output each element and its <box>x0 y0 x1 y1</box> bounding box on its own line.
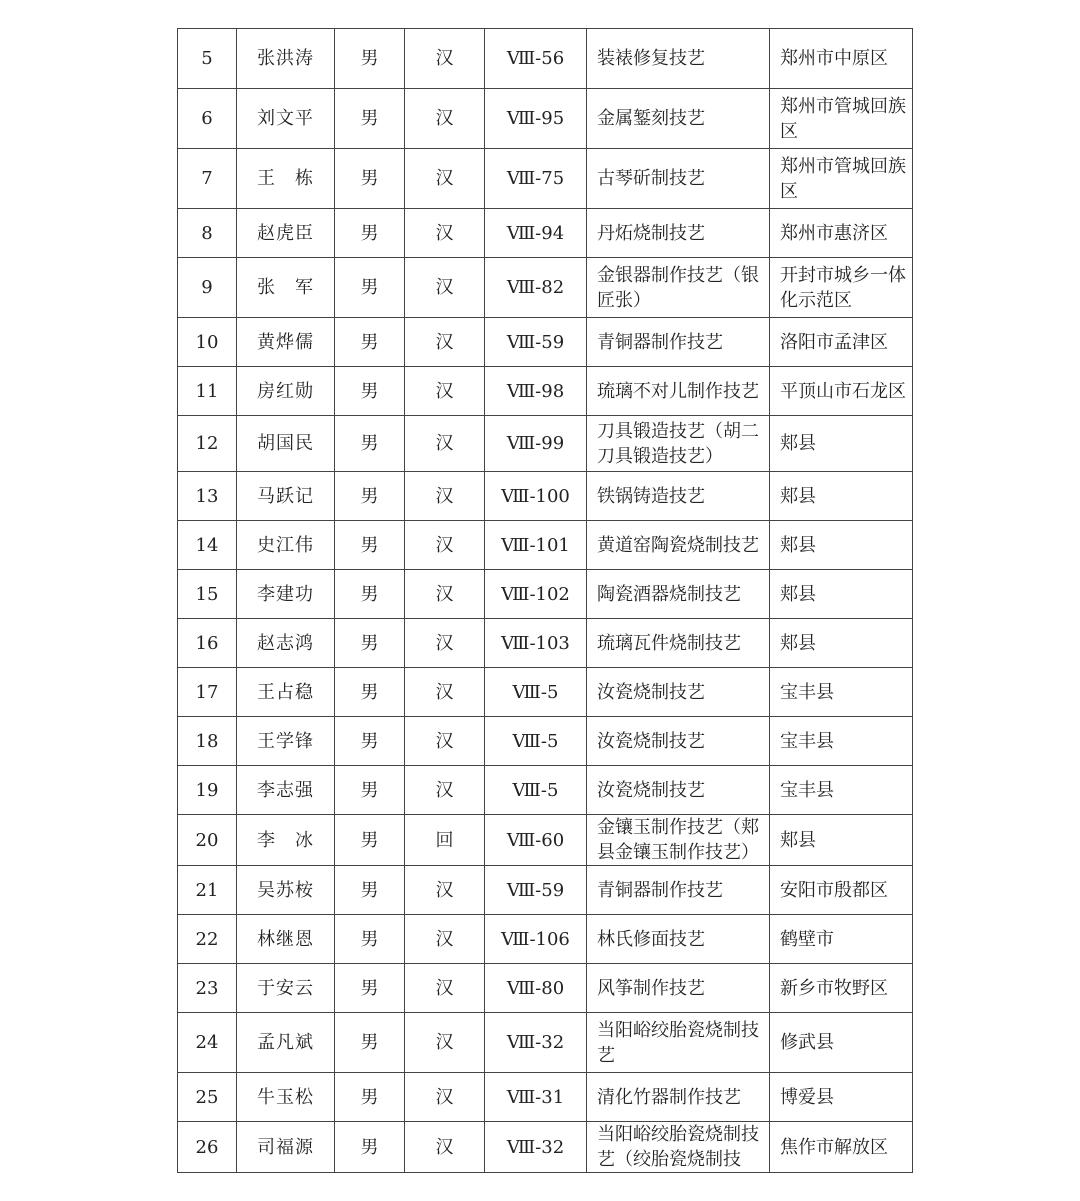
cell-project-code: Ⅷ-59 <box>485 318 587 367</box>
cell-project-code: Ⅷ-56 <box>485 29 587 89</box>
cell-ethnicity: 汉 <box>405 318 485 367</box>
table-row <box>178 570 913 619</box>
cell-ethnicity: 汉 <box>405 1122 485 1173</box>
cell-project-code: Ⅷ-32 <box>485 1013 587 1073</box>
cell-project-name: 金镶玉制作技艺（郏县金镶玉制作技艺） <box>587 815 770 866</box>
cell-gender: 男 <box>335 915 405 964</box>
cell-number: 7 <box>178 149 237 209</box>
inheritor-table <box>177 28 913 1173</box>
cell-gender: 男 <box>335 1013 405 1073</box>
cell-number: 24 <box>178 1013 237 1073</box>
cell-region: 洛阳市孟津区 <box>770 318 913 367</box>
cell-name: 黄烨儒 <box>237 318 335 367</box>
cell-gender: 男 <box>335 619 405 668</box>
table-row <box>178 29 913 89</box>
cell-gender: 男 <box>335 149 405 209</box>
cell-region: 郏县 <box>770 570 913 619</box>
cell-ethnicity: 汉 <box>405 766 485 815</box>
cell-region: 郑州市管城回族区 <box>770 89 913 149</box>
cell-number: 13 <box>178 472 237 521</box>
cell-gender: 男 <box>335 258 405 318</box>
cell-ethnicity: 汉 <box>405 1073 485 1122</box>
cell-region: 郑州市管城回族区 <box>770 149 913 209</box>
cell-name: 李志强 <box>237 766 335 815</box>
cell-number: 18 <box>178 717 237 766</box>
cell-project-name: 黄道窑陶瓷烧制技艺 <box>587 521 770 570</box>
cell-region: 修武县 <box>770 1013 913 1073</box>
cell-project-code: Ⅷ-31 <box>485 1073 587 1122</box>
cell-project-name: 汝瓷烧制技艺 <box>587 766 770 815</box>
cell-name: 张洪涛 <box>237 29 335 89</box>
cell-name: 于安云 <box>237 964 335 1013</box>
cell-gender: 男 <box>335 209 405 258</box>
table-row <box>178 318 913 367</box>
cell-project-name: 青铜器制作技艺 <box>587 318 770 367</box>
cell-project-name: 陶瓷酒器烧制技艺 <box>587 570 770 619</box>
cell-number: 16 <box>178 619 237 668</box>
cell-name: 刘文平 <box>237 89 335 149</box>
cell-project-code: Ⅷ-95 <box>485 89 587 149</box>
cell-gender: 男 <box>335 766 405 815</box>
cell-region: 新乡市牧野区 <box>770 964 913 1013</box>
cell-project-code: Ⅷ-98 <box>485 367 587 416</box>
cell-name: 牛玉松 <box>237 1073 335 1122</box>
cell-project-name: 装裱修复技艺 <box>587 29 770 89</box>
cell-project-code: Ⅷ-80 <box>485 964 587 1013</box>
cell-project-code: Ⅷ-5 <box>485 766 587 815</box>
cell-project-code: Ⅷ-75 <box>485 149 587 209</box>
cell-region: 郑州市惠济区 <box>770 209 913 258</box>
cell-gender: 男 <box>335 1122 405 1173</box>
cell-ethnicity: 汉 <box>405 472 485 521</box>
cell-name: 李 冰 <box>237 815 335 866</box>
cell-number: 26 <box>178 1122 237 1173</box>
cell-ethnicity: 汉 <box>405 521 485 570</box>
cell-number: 17 <box>178 668 237 717</box>
cell-gender: 男 <box>335 866 405 915</box>
cell-project-code: Ⅷ-100 <box>485 472 587 521</box>
cell-ethnicity: 汉 <box>405 149 485 209</box>
table-row <box>178 367 913 416</box>
cell-ethnicity: 汉 <box>405 964 485 1013</box>
cell-region: 平顶山市石龙区 <box>770 367 913 416</box>
cell-project-code: Ⅷ-59 <box>485 866 587 915</box>
cell-region: 郏县 <box>770 619 913 668</box>
cell-gender: 男 <box>335 668 405 717</box>
cell-project-name: 汝瓷烧制技艺 <box>587 668 770 717</box>
cell-gender: 男 <box>335 318 405 367</box>
cell-number: 6 <box>178 89 237 149</box>
cell-region: 安阳市殷都区 <box>770 866 913 915</box>
table-row <box>178 964 913 1013</box>
cell-project-name: 琉璃不对儿制作技艺 <box>587 367 770 416</box>
cell-gender: 男 <box>335 964 405 1013</box>
cell-project-name: 金属錾刻技艺 <box>587 89 770 149</box>
cell-gender: 男 <box>335 717 405 766</box>
cell-project-name: 铁锅铸造技艺 <box>587 472 770 521</box>
table-row <box>178 472 913 521</box>
cell-gender: 男 <box>335 570 405 619</box>
cell-gender: 男 <box>335 521 405 570</box>
cell-name: 马跃记 <box>237 472 335 521</box>
table-row <box>178 1122 913 1173</box>
cell-gender: 男 <box>335 1073 405 1122</box>
cell-project-code: Ⅷ-94 <box>485 209 587 258</box>
table-row <box>178 1073 913 1122</box>
cell-name: 王占稳 <box>237 668 335 717</box>
cell-project-name: 清化竹器制作技艺 <box>587 1073 770 1122</box>
cell-ethnicity: 汉 <box>405 570 485 619</box>
cell-ethnicity: 汉 <box>405 717 485 766</box>
cell-ethnicity: 汉 <box>405 367 485 416</box>
cell-project-name: 汝瓷烧制技艺 <box>587 717 770 766</box>
cell-ethnicity: 回 <box>405 815 485 866</box>
cell-region: 宝丰县 <box>770 717 913 766</box>
table-row <box>178 866 913 915</box>
cell-ethnicity: 汉 <box>405 416 485 472</box>
cell-name: 史江伟 <box>237 521 335 570</box>
cell-name: 吴苏桉 <box>237 866 335 915</box>
cell-gender: 男 <box>335 815 405 866</box>
table-row <box>178 258 913 318</box>
cell-ethnicity: 汉 <box>405 668 485 717</box>
table-row <box>178 668 913 717</box>
cell-project-name: 金银器制作技艺（银匠张） <box>587 258 770 318</box>
cell-number: 11 <box>178 367 237 416</box>
cell-gender: 男 <box>335 367 405 416</box>
cell-ethnicity: 汉 <box>405 209 485 258</box>
cell-number: 8 <box>178 209 237 258</box>
cell-project-name: 丹炻烧制技艺 <box>587 209 770 258</box>
cell-name: 胡国民 <box>237 416 335 472</box>
cell-name: 王学锋 <box>237 717 335 766</box>
cell-project-name: 林氏修面技艺 <box>587 915 770 964</box>
cell-region: 博爱县 <box>770 1073 913 1122</box>
table-row <box>178 89 913 149</box>
table-row <box>178 717 913 766</box>
cell-number: 22 <box>178 915 237 964</box>
cell-project-code: Ⅷ-102 <box>485 570 587 619</box>
cell-ethnicity: 汉 <box>405 29 485 89</box>
cell-ethnicity: 汉 <box>405 1013 485 1073</box>
cell-project-name: 青铜器制作技艺 <box>587 866 770 915</box>
cell-project-code: Ⅷ-99 <box>485 416 587 472</box>
cell-project-code: Ⅷ-60 <box>485 815 587 866</box>
cell-ethnicity: 汉 <box>405 619 485 668</box>
cell-project-name: 刀具锻造技艺（胡二刀具锻造技艺） <box>587 416 770 472</box>
cell-project-code: Ⅷ-5 <box>485 668 587 717</box>
cell-name: 赵志鸿 <box>237 619 335 668</box>
cell-region: 郏县 <box>770 416 913 472</box>
cell-number: 9 <box>178 258 237 318</box>
cell-ethnicity: 汉 <box>405 258 485 318</box>
table-row <box>178 521 913 570</box>
cell-number: 23 <box>178 964 237 1013</box>
table-row <box>178 766 913 815</box>
cell-gender: 男 <box>335 416 405 472</box>
table-row <box>178 149 913 209</box>
cell-project-code: Ⅷ-32 <box>485 1122 587 1173</box>
cell-gender: 男 <box>335 29 405 89</box>
cell-region: 开封市城乡一体化示范区 <box>770 258 913 318</box>
cell-region: 鹤壁市 <box>770 915 913 964</box>
table-row <box>178 815 913 866</box>
cell-project-code: Ⅷ-101 <box>485 521 587 570</box>
cell-project-name: 琉璃瓦件烧制技艺 <box>587 619 770 668</box>
table-row <box>178 619 913 668</box>
cell-number: 12 <box>178 416 237 472</box>
cell-region: 宝丰县 <box>770 668 913 717</box>
cell-region: 郑州市中原区 <box>770 29 913 89</box>
cell-number: 21 <box>178 866 237 915</box>
cell-project-code: Ⅷ-106 <box>485 915 587 964</box>
table-row <box>178 915 913 964</box>
cell-name: 李建功 <box>237 570 335 619</box>
table-row <box>178 1013 913 1073</box>
cell-gender: 男 <box>335 472 405 521</box>
cell-gender: 男 <box>335 89 405 149</box>
cell-region: 焦作市解放区 <box>770 1122 913 1173</box>
cell-project-code: Ⅷ-82 <box>485 258 587 318</box>
cell-name: 林继恩 <box>237 915 335 964</box>
cell-name: 孟凡斌 <box>237 1013 335 1073</box>
cell-project-name: 当阳峪绞胎瓷烧制技艺 <box>587 1013 770 1073</box>
cell-name: 司福源 <box>237 1122 335 1173</box>
table-row <box>178 416 913 472</box>
cell-project-name: 风筝制作技艺 <box>587 964 770 1013</box>
cell-ethnicity: 汉 <box>405 89 485 149</box>
table-row <box>178 209 913 258</box>
cell-number: 20 <box>178 815 237 866</box>
cell-name: 房红勋 <box>237 367 335 416</box>
cell-project-code: Ⅷ-103 <box>485 619 587 668</box>
cell-number: 14 <box>178 521 237 570</box>
cell-number: 5 <box>178 29 237 89</box>
cell-ethnicity: 汉 <box>405 866 485 915</box>
cell-project-name: 当阳峪绞胎瓷烧制技艺（绞胎瓷烧制技 <box>587 1122 770 1173</box>
cell-project-name: 古琴斫制技艺 <box>587 149 770 209</box>
cell-number: 10 <box>178 318 237 367</box>
cell-region: 郏县 <box>770 815 913 866</box>
cell-number: 15 <box>178 570 237 619</box>
cell-region: 宝丰县 <box>770 766 913 815</box>
cell-project-code: Ⅷ-5 <box>485 717 587 766</box>
cell-ethnicity: 汉 <box>405 915 485 964</box>
cell-number: 25 <box>178 1073 237 1122</box>
cell-region: 郏县 <box>770 472 913 521</box>
cell-name: 赵虎臣 <box>237 209 335 258</box>
cell-number: 19 <box>178 766 237 815</box>
cell-name: 张 军 <box>237 258 335 318</box>
table-body <box>178 29 913 1173</box>
cell-name: 王 栋 <box>237 149 335 209</box>
cell-region: 郏县 <box>770 521 913 570</box>
